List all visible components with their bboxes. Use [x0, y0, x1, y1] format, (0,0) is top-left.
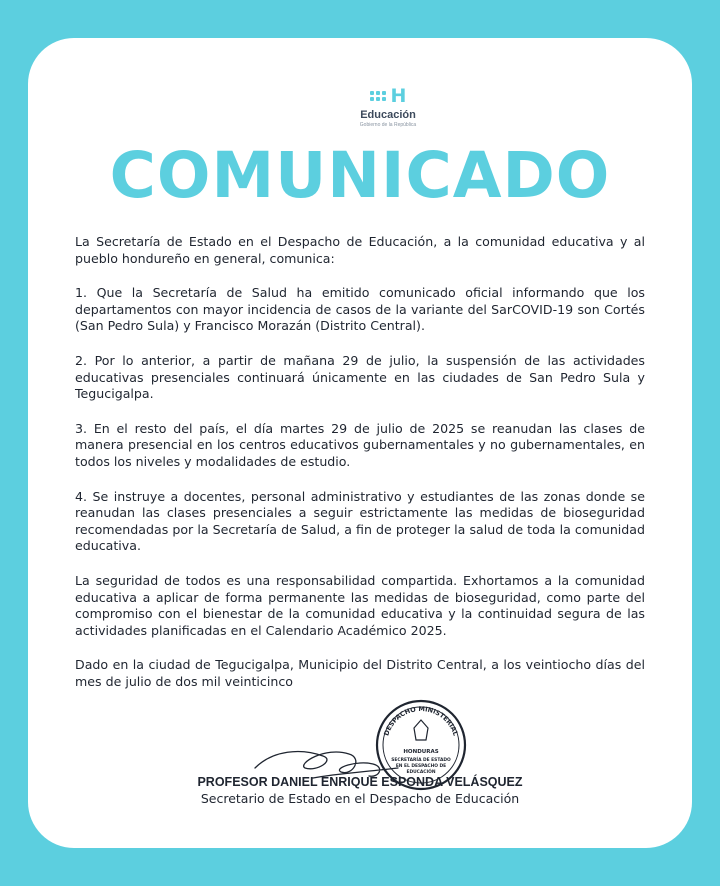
seal-top-text: DESPACHO MINISTERIAL: [382, 704, 460, 737]
document-card: [28, 38, 692, 848]
education-logo: [328, 86, 448, 128]
point-3-paragraph: 3. En el resto del país, el día martes 29 de julio de 2025 se reanudan las clases de manera presencial en los centros educativos gubernamentales y no gubernamentales, en todos los niveles y modalidades de estudio.: [75, 420, 645, 469]
closing-paragraph: Dado en la ciudad de Tegucigalpa, Municipio del Distrito Central, a los veintiocho días del mes de julio de dos mil veinticinco: [75, 657, 645, 689]
document-body: [75, 234, 645, 690]
point-4-paragraph: 4. Se instruye a docentes, personal administrativo y estudiantes de las zonas donde se reanudan las clases presenciales a seguir estrictamente las medidas de bioseguridad recomendadas por la Secretaría de Salud, a fin de proteger la salud de toda la comunidad educativa.: [75, 488, 645, 554]
seal-line-3: EDUCACIÓN: [406, 770, 436, 775]
logo-letter: H: [390, 85, 407, 107]
logo-subtitle: Gobierno de la República: [359, 122, 417, 128]
point-1-paragraph: 1. Que la Secretaría de Salud ha emitido comunicado oficial informando que los departamentos con mayor incidencia de casos de la variante del SarCOVID-19 son Cortés (San Pedro Sula) y Francisco Morazán (Distrito Central).: [75, 285, 645, 334]
point-2-paragraph: 2. Por lo anterior, a partir de mañana 29 de julio, la suspensión de las actividades educativas presenciales continuará únicamente en las ciudades de San Pedro Sula y Tegucigalpa.: [75, 352, 645, 402]
signer-name: PROFESOR DANIEL ENRIQUE ESPONDA VELÁSQUEZ: [197, 775, 523, 789]
signer-title: Secretario de Estado en el Despacho de Educación: [200, 791, 520, 806]
intro-paragraph: La Secretaría de Estado en el Despacho de Educación, a la comunidad educativa y al pueblo hondureño en general, comunica:: [75, 234, 645, 266]
honduras-government-logo-icon: [328, 86, 448, 106]
seal-line-2: EN EL DESPACHO DE: [395, 764, 447, 769]
seal-center-text: HONDURAS: [403, 749, 439, 755]
document-title: COMUNICADO: [109, 139, 611, 212]
logo-name: Educación: [360, 109, 416, 121]
seal-line-1: SECRETARÍA DE ESTADO: [391, 758, 451, 763]
responsibility-paragraph: La seguridad de todos es una responsabilidad compartida. Exhortamos a la comunidad educativa a aplicar de forma permanente las medidas de bioseguridad, como parte del compromiso con el bienestar de la comunidad educativa y la continuidad segura de las actividades planificadas en el Calendario Académico 2025.: [75, 572, 645, 638]
